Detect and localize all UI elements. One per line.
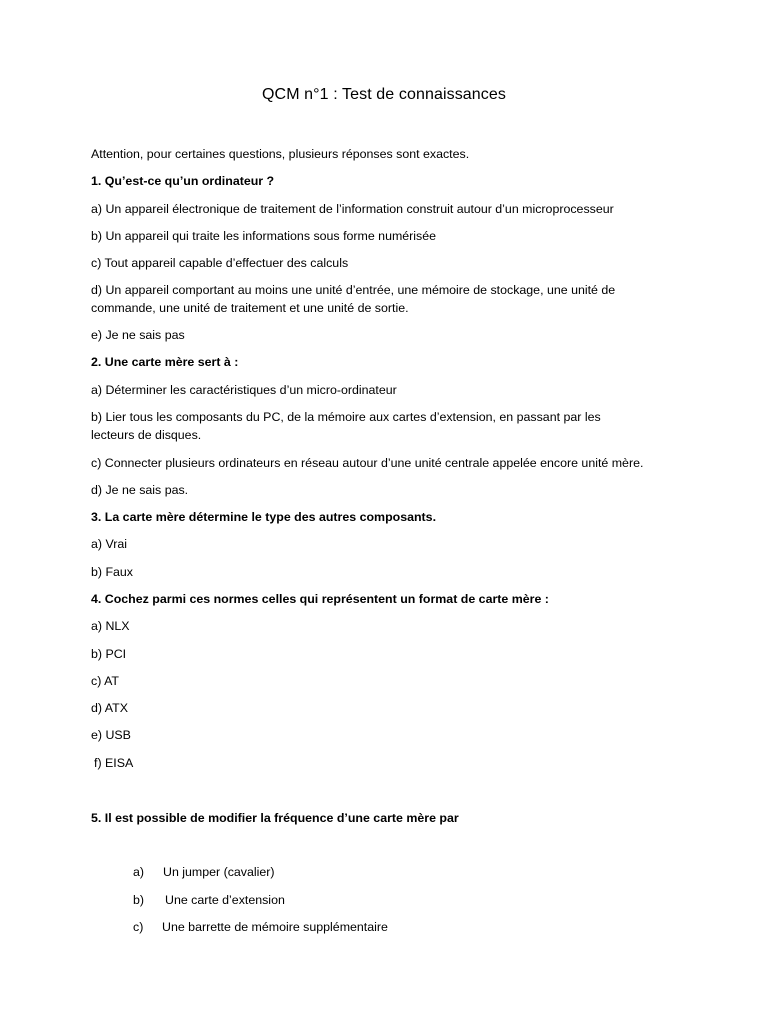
q2-option-b-line2: lecteurs de disques. xyxy=(91,428,202,442)
q2-option-c: c) Connecter plusieurs ordinateurs en réseau autour d’une unité centrale appelée encore unité mère. xyxy=(91,456,644,470)
q2-option-a: a) Déterminer les caractéristiques d’un micro-ordinateur xyxy=(91,383,397,397)
question-5: 5. Il est possible de modifier la fréquence d’une carte mère par xyxy=(91,811,459,825)
q4-option-e: e) USB xyxy=(91,728,131,742)
question-1: 1. Qu’est-ce qu’un ordinateur ? xyxy=(91,174,275,188)
q5-option-c-label: c) xyxy=(133,920,144,934)
question-2: 2. Une carte mère sert à : xyxy=(91,355,239,369)
q2-option-d: d) Je ne sais pas. xyxy=(91,483,189,497)
q5-option-a-text: Un jumper (cavalier) xyxy=(163,865,275,879)
q2-option-b-line1: b) Lier tous les composants du PC, de la mémoire aux cartes d’extension, en passant par les xyxy=(91,410,601,424)
q1-option-b: b) Un appareil qui traite les informations sous forme numérisée xyxy=(91,229,437,243)
q4-option-b: b) PCI xyxy=(91,647,127,661)
q4-option-a: a) NLX xyxy=(91,619,130,633)
q1-option-d-line2: commande, une unité de traitement et une unité de sortie. xyxy=(91,301,409,315)
q3-option-a: a) Vrai xyxy=(91,537,128,551)
question-3: 3. La carte mère détermine le type des autres composants. xyxy=(91,510,437,524)
q1-option-a: a) Un appareil électronique de traitement de l’information construit autour d’un microprocesseur xyxy=(91,202,614,216)
q5-option-b-text: Une carte d’extension xyxy=(165,893,285,907)
q3-option-b: b) Faux xyxy=(91,565,134,579)
q5-option-b-label: b) xyxy=(133,893,145,907)
q1-option-d-line1: d) Un appareil comportant au moins une unité d’entrée, une mémoire de stockage, une unité de xyxy=(91,283,616,297)
q1-option-c: c) Tout appareil capable d’effectuer des calculs xyxy=(91,256,349,270)
q4-option-d: d) ATX xyxy=(91,701,128,715)
q1-option-e: e) Je ne sais pas xyxy=(91,328,185,342)
q5-option-a-label: a) xyxy=(133,865,145,879)
q5-option-c-text: Une barrette de mémoire supplémentaire xyxy=(162,920,388,934)
q4-option-c: c) AT xyxy=(91,674,119,688)
page-title: QCM n°1 : Test de connaissances xyxy=(262,86,506,103)
question-4: 4. Cochez parmi ces normes celles qui représentent un format de carte mère : xyxy=(91,592,549,606)
intro-text: Attention, pour certaines questions, plusieurs réponses sont exactes. xyxy=(91,147,470,161)
q4-option-f: f) EISA xyxy=(94,756,134,770)
